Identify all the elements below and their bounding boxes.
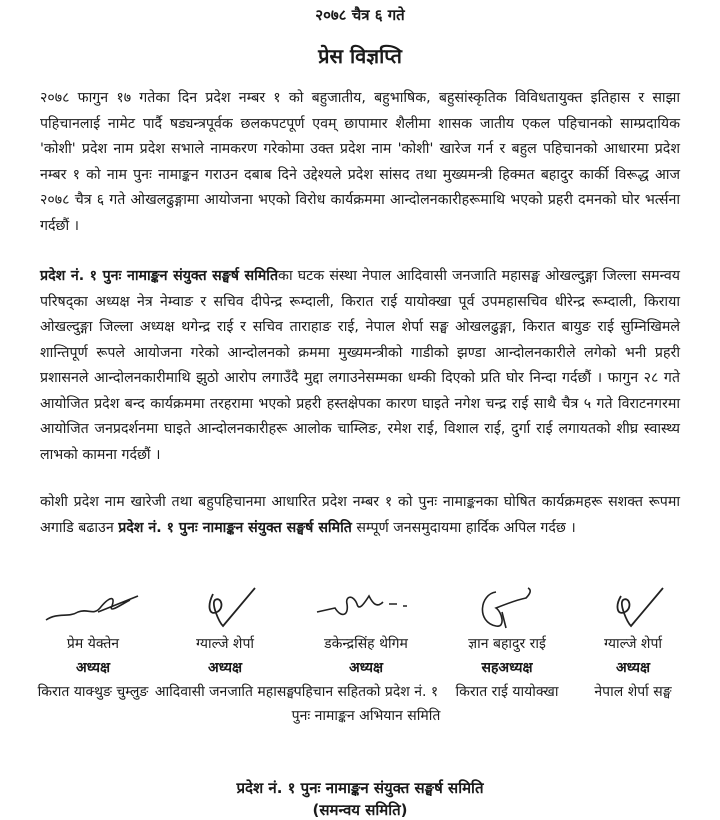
issuing-committee: प्रदेश नं. १ पुनः नामाङ्कन संयुक्त सङ्घर्ष समिति	[236, 779, 484, 797]
signatory-org: आदिवासी जनजाति महासङ्घ	[154, 684, 296, 700]
signatory-org: पहिचान सहितको प्रदेश नं. १ पुनः नामाङ्कन अभियान समिति	[291, 684, 441, 724]
signatory-role: अध्यक्ष	[615, 660, 651, 676]
signatory-role: सहअध्यक्ष	[481, 660, 533, 676]
signatory-name: ज्ञान बहादुर राई	[468, 636, 546, 652]
signatory-org: नेपाल शेर्पा सङ्घ	[594, 684, 672, 700]
signatory-role: अध्यक्ष	[348, 660, 384, 676]
signature-icon	[462, 582, 552, 632]
paragraph-3-end: सम्पूर्ण जनसमुदायमा हार्दिक अपिल गर्दछ ।	[351, 519, 576, 536]
paragraph-2	[40, 264, 680, 468]
signatory	[150, 582, 300, 704]
signatory-org: किरात राई यायोक्खा	[455, 684, 559, 700]
signatory-name: ग्याल्जे शेर्पा	[195, 636, 255, 652]
page-title: प्रेस विज्ञप्ति	[318, 44, 402, 68]
signatories	[18, 582, 708, 724]
issuing-committee-sub: (समन्वय समिति)	[312, 801, 408, 819]
paragraph-3-start: कोशी प्रदेश नाम खारेजी तथा बहुपहिचानमा आधारित प्रदेश नम्बर १ को पुनः नामाङ्कनका घोषित कार्यक्रमहरू सशक्त रूपमा अगाडि बढाउन	[40, 494, 680, 536]
signatory	[286, 582, 446, 728]
release-date: २०७८ चैत्र ६ गते	[315, 6, 405, 24]
signature-icon	[311, 582, 421, 632]
signatory	[558, 582, 708, 704]
signature-icon	[38, 582, 148, 632]
signatory-name: डकेन्द्रसिंह थेगिम	[324, 636, 408, 652]
signatory-name: प्रेम येक्तेन	[66, 636, 120, 652]
signatory-name: ग्याल्जे शेर्पा	[603, 636, 663, 652]
signatory-role: अध्यक्ष	[207, 660, 243, 676]
signatory	[18, 582, 168, 704]
signatory-org: किरात याक्थुङ चुम्लुङ	[37, 684, 149, 700]
signature-icon	[185, 582, 265, 632]
paragraph-3	[40, 490, 680, 541]
signature-icon	[593, 582, 673, 632]
committee-name-bold: प्रदेश नं. १ पुनः नामाङ्कन संयुक्त सङ्घर्ष समिति	[40, 268, 279, 284]
signatory-role: अध्यक्ष	[75, 660, 111, 676]
paragraph-2-text: का घटक संस्था नेपाल आदिवासी जनजाति महासङ्घ ओखल्दुङ्गा जिल्ला समन्वय परिषद्का अध्यक्ष नेत्र नेम्वाङ र सचिव दीपेन्द्र रूम्दाली, किरात राई यायोक्खा पूर्व उपमहासचिव धीरेन्द्र रूम्दाली, किराया ओखल्दुङ्गा जिल्ला अध्यक्ष थगेन्द्र राई र सचिव ताराहाङ राई, नेपाल शेर्पा सङ्घ ओखलढुङ्गा, किरात बायुङ राई सुम्निखिमले शान्तिपूर्ण रूपले आयोजना गरेको आन्दोलनको क्रममा मुख्यमन्त्रीको गाडीको झण्डा आन्दोलनकारीले लगेको भनी प्रहरी प्रशासनले आन्दोलनकारीमाथि झुठो आरोप लगाउँदै मुद्दा लगाउनेसम्मका धम्की दिएको प्रति घोर निन्दा गर्दछौं । फागुन २८ गते आयोजित प्रदेश बन्द कार्यक्रममा तरहरामा भएको प्रहरी हस्तक्षेपका कारण घाइते नगेश चन्द्र राई साथै चैत्र ५ गते विराटनगरमा आयोजित जनप्रदर्शनमा घाइते आन्दोलनकारीहरू आलोक चाम्लिङ, रमेश राई, विशाल राई, दुर्गा राई लगायतको शीघ्र स्वास्थ्य लाभको कामना गर्दछौं ।	[40, 268, 681, 463]
committee-name-bold-2: प्रदेश नं. १ पुनः नामाङ्कन संयुक्त सङ्घर्ष समिति	[118, 519, 352, 536]
paragraph-1: २०७८ फागुन १७ गतेका दिन प्रदेश नम्बर १ को बहुजातीय, बहुभाषिक, बहुसांस्कृतिक विविधतायुक्त इतिहास र साझा पहिचानलाई नामेट पार्दै षड्यन्त्रपूर्वक छलकपटपूर्ण एवम् छापामार शैलीमा शासक जातीय एकल पहिचानको साम्प्रदायिक 'कोशी' प्रदेश नाम प्रदेश सभाले नामकरण गरेकोमा उक्त प्रदेश नाम 'कोशी' खारेज गर्न र बहुल पहिचानको आधारमा प्रदेश नम्बर १ को नाम पुनः नामाङ्कन गराउन दबाब दिने उद्देश्यले प्रदेश सांसद तथा मुख्यमन्त्री हिक्मत बहादुर कार्की विरूद्ध आज २०७८ चैत्र ६ गते ओखलढुङ्गामा आयोजना भएको विरोध कार्यक्रममा आन्दोलनकारीहरूमाथि भएको प्रहरी दमनको घोर भर्त्सना गर्दछौं ।	[40, 90, 680, 234]
